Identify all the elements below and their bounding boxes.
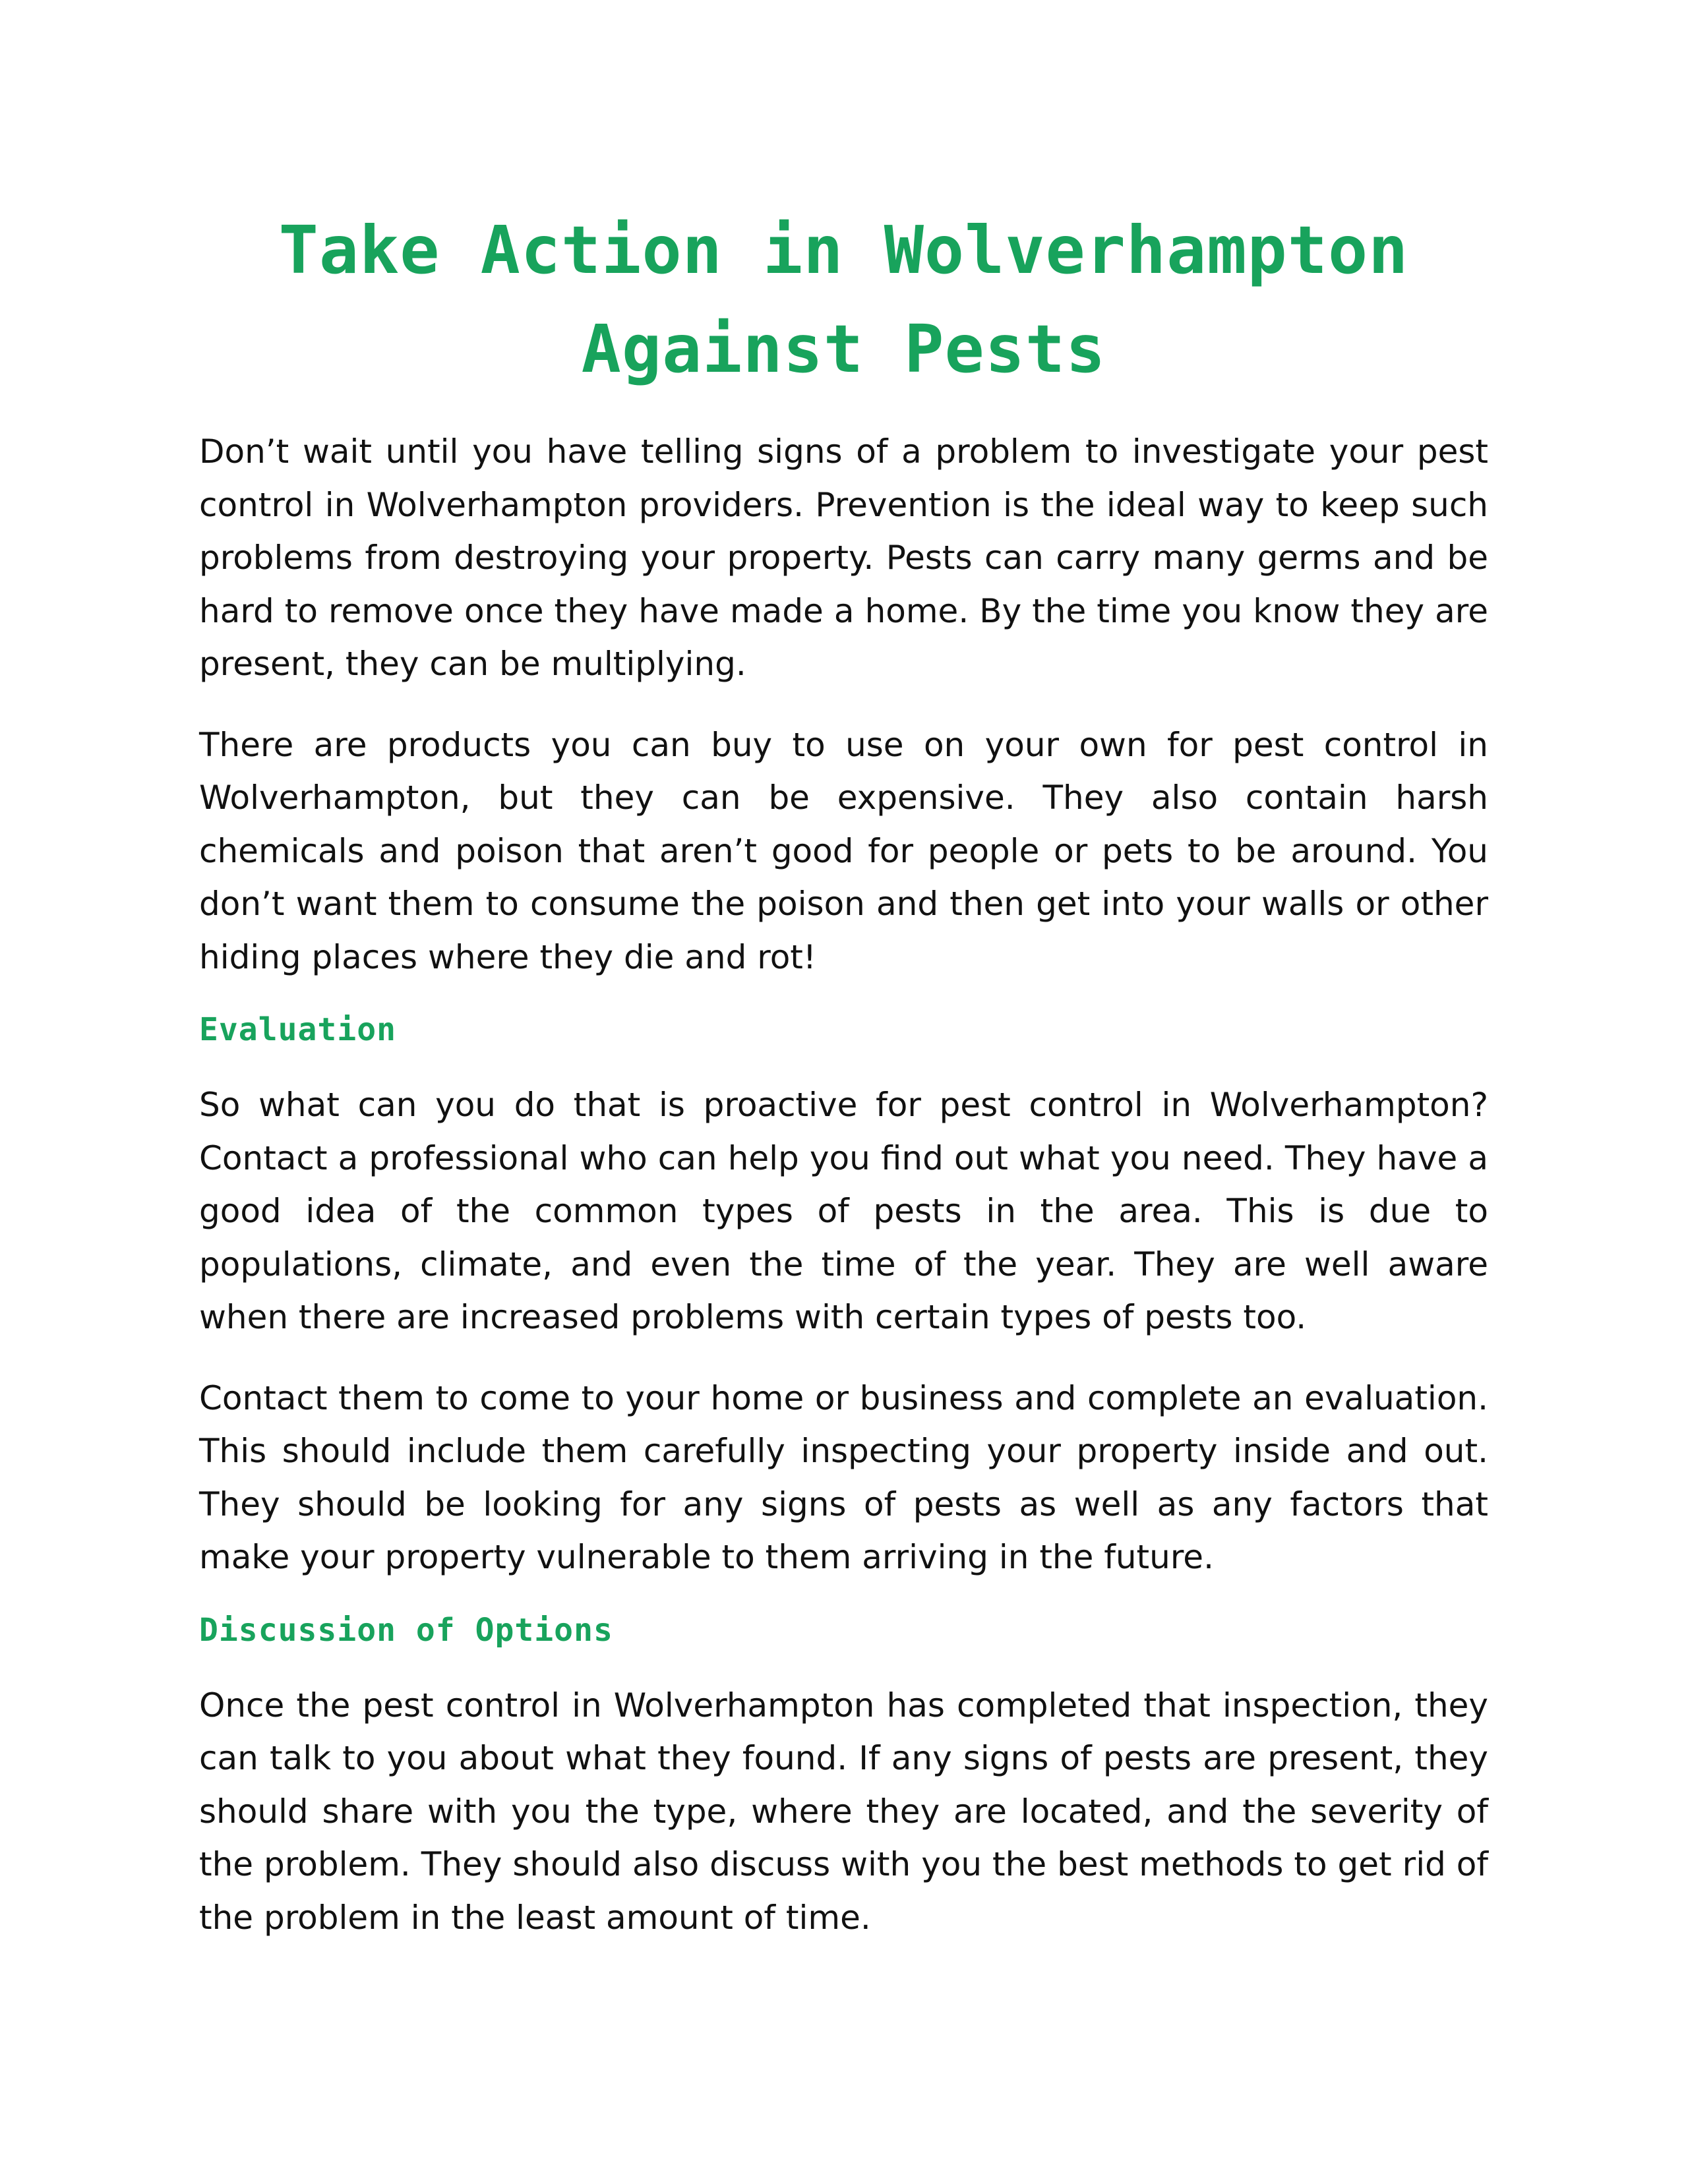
section-heading-evaluation: Evaluation [199, 1011, 396, 1048]
proactive-paragraph: So what can you do that is proactive for pest control in Wolverhampton? Contact a professional who can help you find out what you need. They have a good idea of the common types of pests in the area. This is due to populations, climate, and even the time of the year. They are well aware when there are increased problems with certain types of pests too. [199, 1086, 1488, 1336]
intro-paragraph: Don’t wait until you have telling signs of a problem to investigate your pest control in Wolverhampton providers. Prevention is the ideal way to keep such problems from destroying your property. Pests can carry many germs and be hard to remove once they have made a home. By the time you know they are present, they can be multiplying. [199, 432, 1488, 683]
section-heading-discussion: Discussion of Options [199, 1611, 613, 1649]
document-title [199, 201, 1488, 399]
title-line-2: Against Pests [581, 310, 1106, 388]
products-paragraph: There are products you can buy to use on your own for pest control in Wolverhampton, but they can be expensive. They also contain harsh chemicals and poison that aren’t good for people or pets to be around. You don’t want them to consume the poison and then get into your walls or other hiding places where they die and rot! [199, 725, 1488, 976]
evaluation-paragraph: Contact them to come to your home or business and complete an evaluation. This should include them carefully inspecting your property inside and out. They should be looking for any signs of pests as well as any factors that make your property vulnerable to them arriving in the future. [199, 1378, 1488, 1576]
document-content [199, 201, 1488, 1944]
title-line-1: Take Action in Wolverhampton [278, 212, 1409, 289]
discussion-paragraph: Once the pest control in Wolverhampton has completed that inspection, they can talk to you about what they found. If any signs of pests are present, they should share with you the type, where they are located, and the severity of the problem. They should also discuss with you the best methods to get rid of the problem in the least amount of time. [199, 1686, 1488, 1937]
